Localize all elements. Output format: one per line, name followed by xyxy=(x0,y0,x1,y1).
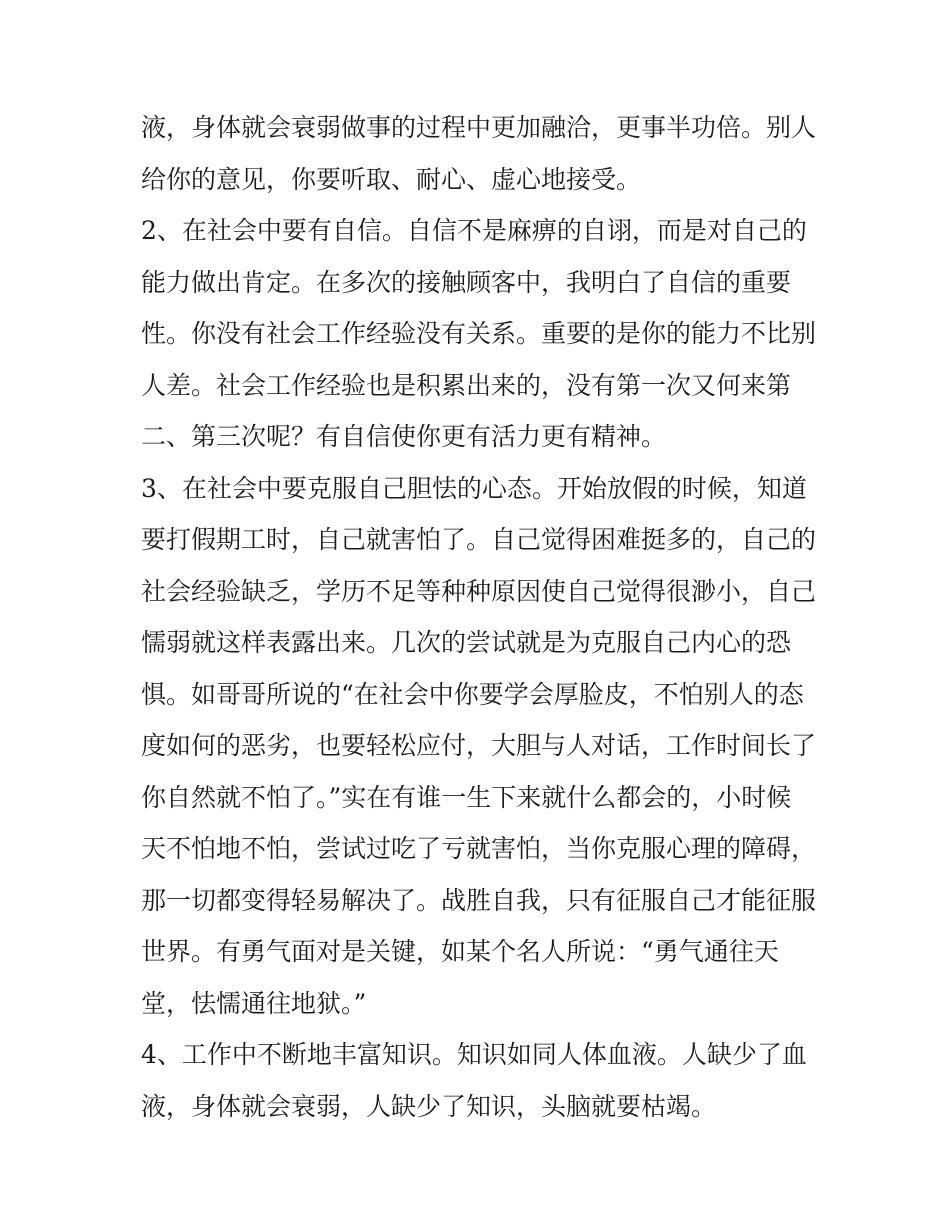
text-line: 能力做出肯定。在多次的接触顾客中，我明白了自信的重要 xyxy=(141,267,792,297)
text-line: 人差。社会工作经验也是积累出来的，没有第一次又何来第 xyxy=(141,370,792,400)
text-line: 堂，怯懦通往地狱。” xyxy=(141,988,367,1018)
text-line: 性。你没有社会工作经验没有关系。重要的是你的能力不比别 xyxy=(141,319,817,348)
text-line: 世界。有勇气面对是关键，如某个名人所说：“勇气通往天 xyxy=(141,937,779,966)
text-line: 社会经验缺乏，学历不足等种种原因使自己觉得很渺小，自己 xyxy=(141,576,817,606)
text-line: 惧。如哥哥所说的“在社会中你要学会厚脸皮，不怕别人的态 xyxy=(141,679,804,709)
text-line: 给你的意见，你要听取、耐心、虚心地接受。 xyxy=(141,164,642,194)
text-line: 要打假期工时，自己就害怕了。自己觉得困难挺多的，自己的 xyxy=(141,525,817,554)
text-line: 你自然就不怕了。”实在有谁一生下来就什么都会的，小时候 xyxy=(141,782,792,812)
text-line: 那一切都变得轻易解决了。战胜自我，只有征服自己才能征服 xyxy=(141,885,817,915)
text-line: 液，身体就会衰弱，人缺少了知识，头脑就要枯竭。 xyxy=(141,1091,717,1121)
body-text xyxy=(141,102,831,1132)
text-line: 二、第三次呢？有自信使你更有活力更有精神。 xyxy=(141,422,667,451)
text-line: 度如何的恶劣，也要轻松应付，大胆与人对话，工作时间长了 xyxy=(141,731,817,760)
text-line: 4、工作中不断地丰富知识。知识如同人体血液。人缺少了血 xyxy=(141,1040,807,1069)
text-line: 懦弱就这样表露出来。几次的尝试就是为克服自己内心的恐 xyxy=(141,628,792,657)
text-line: 3、在社会中要克服自己胆怯的心态。开始放假的时候，知道 xyxy=(141,473,807,503)
text-line: 2、在社会中要有自信。自信不是麻痹的自诩，而是对自己的 xyxy=(141,216,807,245)
text-line: 天不怕地不怕，尝试过吃了亏就害怕，当你克服心理的障碍， xyxy=(141,834,817,863)
text-line: 液，身体就会衰弱做事的过程中更加融洽，更事半功倍。别人 xyxy=(141,113,817,142)
